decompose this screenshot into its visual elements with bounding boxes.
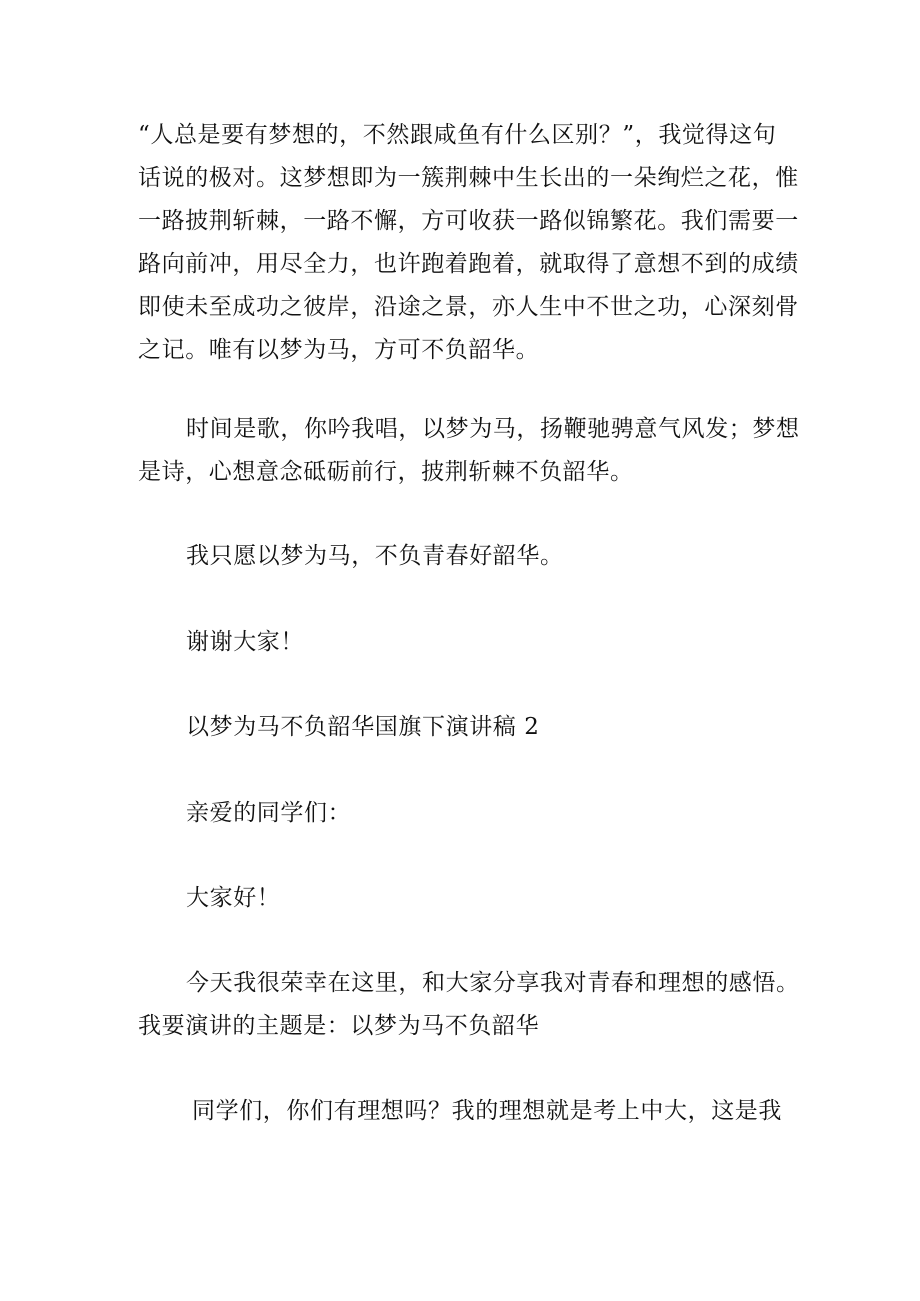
text-line: 即使未至成功之彼岸，沿途之景，亦人生中不世之功，心深刻骨 [138, 294, 799, 320]
paragraph-salutation: 亲爱的同学们： [186, 800, 352, 826]
text-line: “人总是要有梦想的，不然跟咸鱼有什么区别？”，我觉得这句 [138, 122, 777, 148]
text-line: 时间是歌，你吟我唱，以梦为马，扬鞭驰骋意气风发；梦想 [186, 416, 800, 442]
text-line: 我要演讲的主题是：以梦为马不负韶华 [138, 1013, 540, 1039]
paragraph-ideal-question: 同学们，你们有理想吗？我的理想就是考上中大，这是我 [192, 1098, 782, 1124]
paragraph-greeting: 大家好！ [186, 885, 281, 911]
text-line: 今天我很荣幸在这里，和大家分享我对青春和理想的感悟。 [186, 970, 800, 996]
text-line: 路向前冲，用尽全力，也许跑着跑着，就取得了意想不到的成绩 [138, 251, 799, 277]
section-heading: 以梦为马不负韶华国旗下演讲稿 2 [186, 714, 540, 740]
text-line: 之记。唯有以梦为马，方可不负韶华。 [138, 337, 540, 363]
paragraph-thanks: 谢谢大家！ [186, 629, 304, 655]
paragraph-wish: 我只愿以梦为马，不负青春好韶华。 [186, 543, 564, 569]
text-line: 话说的极对。这梦想即为一簇荆棘中生长出的一朵绚烂之花，惟 [138, 165, 799, 191]
text-line: 是诗，心想意念砥砺前行，披荆斩棘不负韶华。 [138, 459, 634, 485]
text-line: 一路披荆斩棘，一路不懈，方可收获一路似锦繁花。我们需要一 [138, 208, 799, 234]
